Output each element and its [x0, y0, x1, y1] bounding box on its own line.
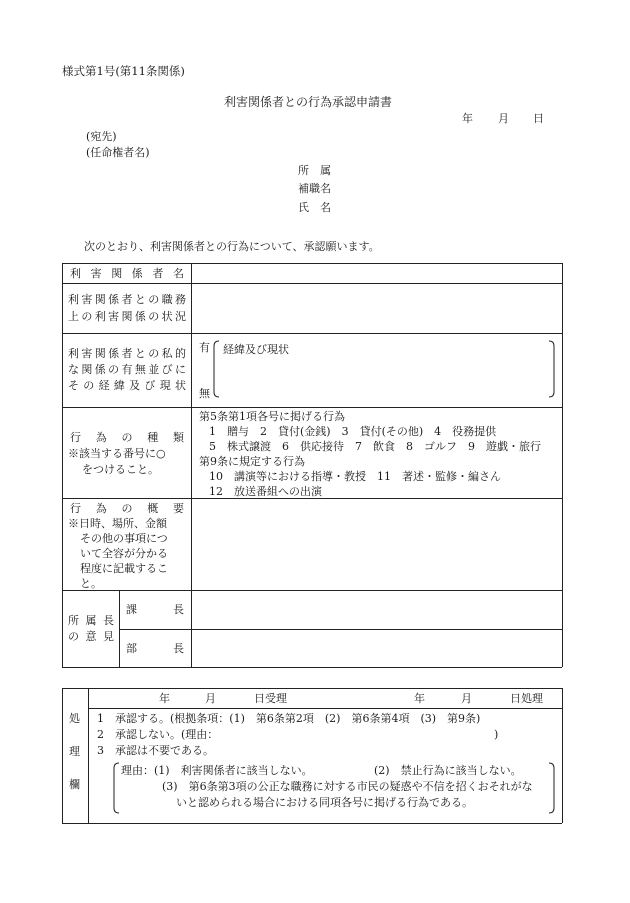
- decision-reject-close: ): [494, 728, 499, 741]
- decision-not-required[interactable]: 3 承認は不要である。: [97, 744, 214, 757]
- section-chief-label: 課 長: [126, 603, 184, 616]
- received-day: 日受理: [254, 692, 287, 705]
- private-relationship-label-3: その経緯及び現状: [68, 379, 186, 392]
- received-year: 年: [159, 692, 170, 705]
- act-type-heading-art9: 第9条に規定する行為: [199, 455, 305, 468]
- interested-party-name-field[interactable]: [193, 264, 560, 282]
- department-head-label: 部 長: [126, 642, 184, 655]
- received-month: 月: [205, 692, 216, 705]
- private-relationship-label-1: 利害関係者との私的: [68, 347, 186, 360]
- act-summary-field[interactable]: [193, 499, 560, 589]
- document-title: 利害関係者との行為承認申請書: [224, 95, 393, 109]
- history-status-label: 経緯及び現状: [223, 343, 289, 356]
- processed-month: 月: [461, 692, 472, 705]
- supervisor-opinion-label-1: 所属長: [68, 614, 114, 627]
- interested-party-name-label: 利害関係者名: [70, 267, 184, 280]
- act-summary-note-2: その他の事項につ: [80, 532, 168, 545]
- addressee-label: (宛先): [86, 130, 117, 143]
- reason-bracket-right: [546, 762, 556, 814]
- act-summary-note-1: ※日時、場所、金額: [68, 517, 167, 530]
- history-bracket-right: [546, 340, 556, 398]
- act-summary-note-3: いて全容が分かる: [80, 547, 168, 560]
- decision-approve[interactable]: 1 承認する。(根拠条項：(1) 第6条第2項 (2) 第6条第4項 (3) 第9条): [97, 712, 481, 725]
- act-type-note-1: ※該当する番号に○: [68, 447, 166, 460]
- history-bracket-left: [212, 340, 222, 398]
- reason-option-3[interactable]: (3) 第6条第3項の公正な職務に対する市民の疑惑や不信を招くおそれがな: [162, 780, 533, 793]
- act-type-note-2: をつけること。: [82, 463, 159, 476]
- official-relationship-field[interactable]: [193, 284, 560, 332]
- act-summary-note-4: 程度に記載するこ: [80, 562, 168, 575]
- date-year: 年: [462, 112, 473, 125]
- date-month: 月: [498, 112, 509, 125]
- act-type-options-line2[interactable]: 5 株式譲渡 6 供応接待 7 飲食 8 ゴルフ 9 遊戯・旅行: [209, 440, 541, 453]
- reason-option-2[interactable]: (2) 禁止行為に該当しない。: [374, 764, 522, 777]
- processed-day: 日処理: [510, 692, 543, 705]
- act-type-heading-art5: 第5条第1項各号に掲げる行為: [199, 410, 345, 423]
- act-type-options-line3[interactable]: 10 講演等における指導・教授 11 著述・監修・編さん: [209, 470, 501, 483]
- applicant-name-label: 氏 名: [298, 201, 331, 214]
- official-relationship-label-1: 利害関係者との職務: [68, 293, 186, 306]
- applicant-dept-label: 所 属: [298, 164, 331, 177]
- processing-label-2: 理: [69, 745, 80, 758]
- act-summary-note-5: と。: [80, 577, 102, 590]
- supervisor-opinion-label-2: の意見: [68, 630, 114, 643]
- relationship-no-option[interactable]: 無: [199, 387, 210, 400]
- reason-option-1[interactable]: 理由：(1) 利害関係者に該当しない。: [121, 764, 313, 777]
- decision-reject[interactable]: 2 承認しない。(理由：: [97, 728, 219, 741]
- relationship-yes-option[interactable]: 有: [199, 341, 210, 354]
- history-status-field[interactable]: [222, 360, 544, 396]
- date-day: 日: [533, 112, 544, 125]
- official-relationship-label-2: 上の利害関係の状況: [68, 310, 186, 323]
- private-relationship-label-2: な関係の有無並びに: [68, 363, 186, 376]
- addressee-authority: (任命権者名): [86, 146, 150, 159]
- act-summary-label: 行為の概要: [70, 502, 184, 515]
- form-number: 様式第1号(第11条関係): [62, 64, 185, 78]
- intro-text: 次のとおり、利害関係者との行為について、承認願います。: [84, 240, 380, 253]
- processed-year: 年: [414, 692, 425, 705]
- act-type-label-1: 行為の種類: [70, 431, 184, 444]
- act-type-options-line4[interactable]: 12 放送番組への出演: [209, 485, 322, 498]
- reason-option-3-cont: いと認められる場合における同項各号に掲げる行為である。: [176, 796, 473, 809]
- department-head-field[interactable]: [193, 630, 560, 666]
- processing-label-1: 処: [69, 712, 80, 725]
- processing-label-3: 欄: [69, 778, 80, 791]
- section-chief-field[interactable]: [193, 591, 560, 628]
- applicant-position-label: 補職名: [298, 182, 331, 195]
- act-type-options-line1[interactable]: 1 贈与 2 貸付(金銭) 3 貸付(その他) 4 役務提供: [209, 425, 497, 438]
